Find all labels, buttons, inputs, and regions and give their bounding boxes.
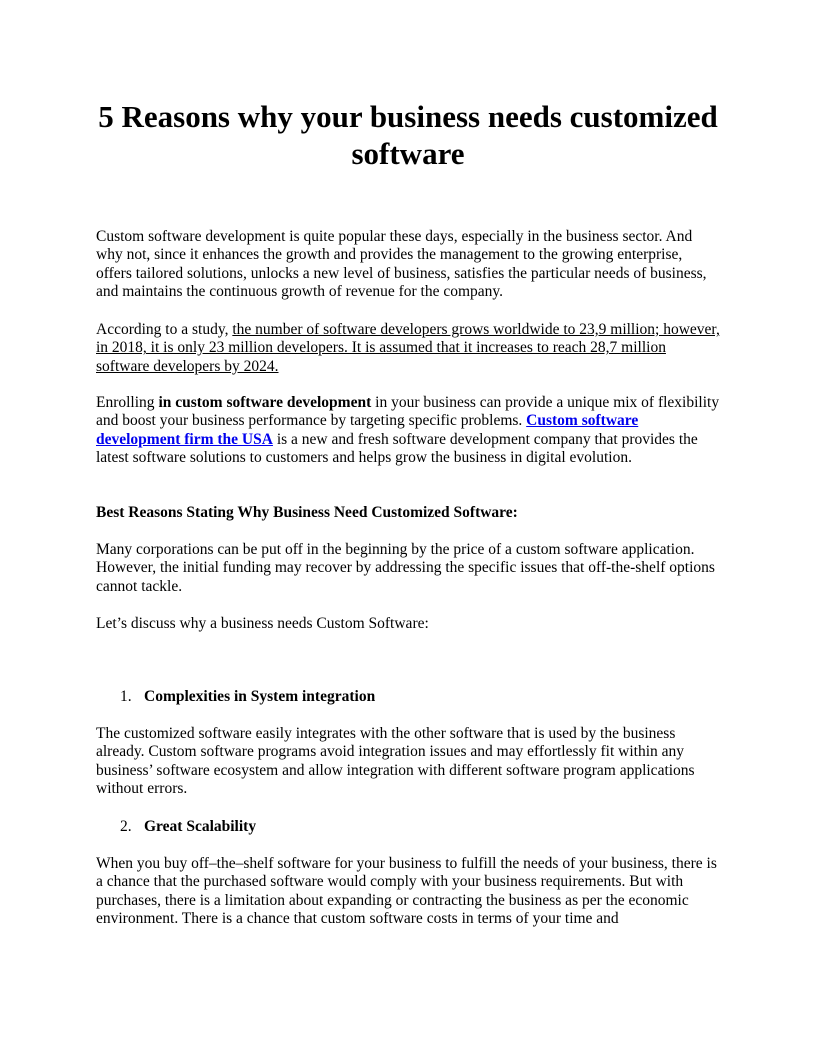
custom-software-firm-link[interactable]: Custom software development firm the USA	[96, 412, 639, 448]
reason-1-body: The customized software easily integrates with the other software that is used by the business already. Custom software programs avoid integration issues and may effortlessly fit within any business’ software ecosystem and allow integration with different software program applications without errors.	[96, 725, 695, 798]
enrolling-paragraph	[96, 394, 720, 468]
intro-paragraph: Custom software development is quite popular these days, especially in the business sector. And why not, since it enhances the growth and provides the management to the growing enterprise, offers tailored solutions, unlocks a new level of business, satisfies the particular needs of business, and maintains the continuous growth of revenue for the company.	[96, 228, 707, 301]
study-statistic-link[interactable]: the number of software developers grows worldwide to 23,9 million; however, in 2018, it is only 23 million developers. It is assumed that it increases to reach 28,7 million software developers by 2024.	[96, 321, 720, 375]
reason-2-number: 2.	[120, 818, 132, 835]
reason-1-heading	[120, 688, 720, 706]
page-title: 5 Reasons why your business needs customized software	[98, 99, 718, 171]
enrolling-middle: in your business can provide a unique mix of flexibility and boost your business performance by targeting specific problems.	[96, 394, 720, 430]
best-reasons-heading: Best Reasons Stating Why Business Need Customized Software:	[96, 504, 518, 521]
study-paragraph	[96, 321, 720, 376]
corporations-paragraph: Many corporations can be put off in the beginning by the price of a custom software application. However, the initial funding may recover by addressing the specific issues that off-the-shelf options cannot tackle.	[96, 541, 715, 595]
reason-2-title: Great Scalability	[144, 818, 257, 835]
reason-1-number: 1.	[120, 688, 132, 705]
study-prefix: According to a study,	[96, 321, 233, 338]
reason-2-body: When you buy off–the–shelf software for your business to fulfill the needs of your business, there is a chance that the purchased software would comply with your business requirements. But with purchases, there is a limitation about expanding or contracting the business as per the economic environment. There is a chance that custom software costs in terms of your time and	[96, 855, 717, 928]
enrolling-bold: in custom software development	[158, 394, 372, 411]
enrolling-before: Enrolling	[96, 394, 159, 411]
reason-1-title: Complexities in System integration	[144, 688, 376, 705]
reason-2-heading	[120, 818, 720, 836]
enrolling-after: is a new and fresh software development company that provides the latest software solutions to customers and helps grow the business in digital evolution.	[96, 430, 698, 467]
discuss-paragraph: Let’s discuss why a business needs Custom Software:	[96, 615, 429, 632]
